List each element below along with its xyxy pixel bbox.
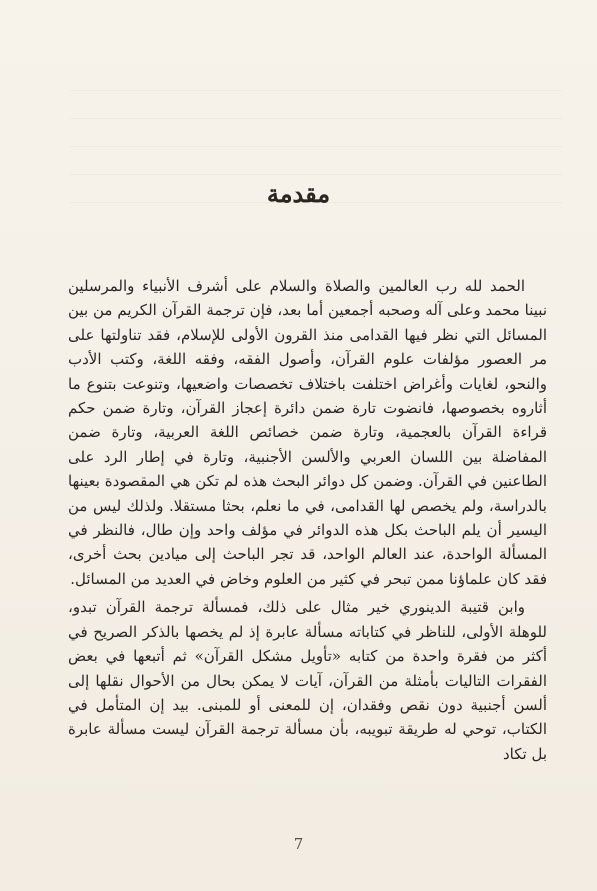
body-text bbox=[68, 274, 547, 766]
paragraph-2: وابن قتيبة الدينوري خير مثال على ذلك، فمسألة ترجمة القرآن تبدو، للوهلة الأولى، للناظر في كتاباته مسألة عابرة إذ لم يخصها بالذكر الصريح في أكثر من فقرة واحدة من كتابه «تأويل مشكل القرآن» ثم أتبعها في بعض الفقرات التاليات بأمثلة من القرآن، آيات لا يمكن بحال من الأحوال نقلها إلى ألسن أجنبية دون نقص وفقدان، إن للمعنى أو للمبنى. بيد إن المتأمل في الكتاب، توحي له طريقة تبويبه، بأن مسألة ترجمة القرآن ليست مسألة عابرة بل تكاد bbox=[68, 598, 547, 763]
paragraph-1: الحمد لله رب العالمين والصلاة والسلام على أشرف الأنبياء والمرسلين نبينا محمد وعلى آله وصحبه أجمعين أما بعد، فإن ترجمة القرآن الكريم من بين المسائل التي نظر فيها القدامى منذ القرون الأولى للإسلام، فقد تناولتها على مر العصور مؤلفات علوم القرآن، وأصول الفقه، وفقه اللغة، وكتب الأدب والنحو، لغايات وأغراض اختلفت باختلاف تخصصات واضعيها، وتنوعت بتنوع ما أثاروه بخصوصها، فانضوت تارة ضمن دائرة إعجاز القرآن، وتارة ضمن حكم قراءة القرآن بالعجمية، وتارة ضمن خصائص اللغة العربية، وتارة ضمن المفاضلة بين اللسان العربي والألسن الأجنبية، وتارة في إطار الرد على الطاعنين في القرآن. وضمن كل دوائر البحث هذه لم تكن هي المقصودة بعينها بالدراسة، ولم يخصص لها القدامى، في ما نعلم، بحثا مستقلا. ولذلك ليس من اليسير أن يلم الباحث بكل هذه الدوائر في مؤلف واحد وإن طال، فالنظر في المسألة الواحدة، عند العالم الواحد، قد تجر الباحث إلى ميادين بحث أخرى، فقد كان علماؤنا ممن تبحر في كثير من العلوم وخاض في العديد من المسائل. bbox=[68, 277, 547, 588]
chapter-title: مقدمة bbox=[266, 179, 331, 209]
page-number: 7 bbox=[293, 835, 304, 853]
